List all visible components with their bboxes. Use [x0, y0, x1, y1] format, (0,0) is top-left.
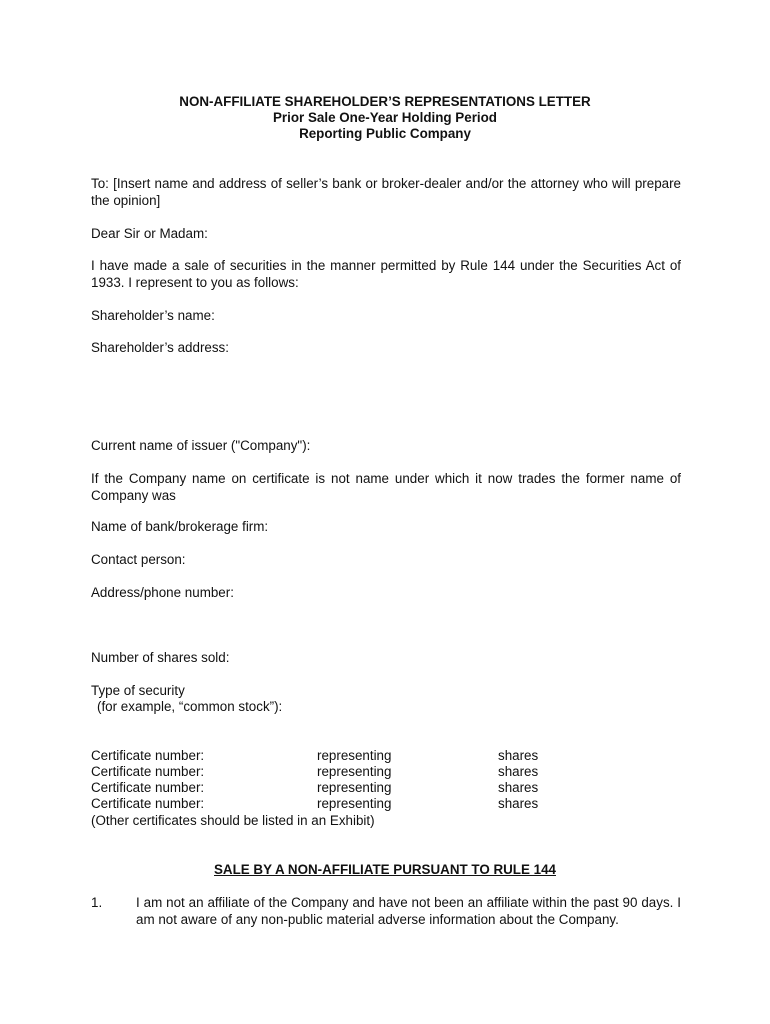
item-text: I am not an affiliate of the Company and have not been an affiliate within the past 90 days. I am not aware of any non-public material adverse information about the Company. — [136, 895, 681, 927]
certificate-representing-label: representing — [317, 764, 392, 779]
security-type-example: (for example, “common stock”): — [97, 699, 283, 714]
former-name-paragraph: If the Company name on certificate is not name under which it now trades the former name of Company was — [91, 471, 681, 503]
certificate-number-label: Certificate number: — [91, 780, 205, 795]
certificate-shares-label: shares — [498, 796, 539, 811]
item-number: 1. — [91, 895, 103, 910]
certificate-shares-label: shares — [498, 780, 539, 795]
address-phone-label: Address/phone number: — [91, 585, 234, 600]
certificate-shares-label: shares — [498, 748, 539, 763]
certificates-exhibit-note: (Other certificates should be listed in an Exhibit) — [91, 813, 375, 828]
certificate-representing-label: representing — [317, 796, 392, 811]
certificate-number-label: Certificate number: — [91, 764, 205, 779]
shareholder-address-label: Shareholder’s address: — [91, 340, 229, 355]
salutation: Dear Sir or Madam: — [91, 226, 208, 241]
certificate-representing-label: representing — [317, 780, 392, 795]
certificate-row — [91, 748, 691, 765]
certificate-row — [91, 780, 691, 797]
certificate-number-label: Certificate number: — [91, 796, 205, 811]
addressee-paragraph: To: [Insert name and address of seller’s bank or broker-dealer and/or the attorney who will prepare the opinion] — [91, 176, 681, 208]
document-subtitle-company-type: Reporting Public Company — [299, 126, 471, 141]
contact-person-label: Contact person: — [91, 552, 186, 567]
security-type-label: Type of security — [91, 683, 185, 698]
intro-paragraph: I have made a sale of securities in the manner permitted by Rule 144 under the Securities Act of 1933. I represent to you as follows: — [91, 258, 681, 290]
shares-sold-label: Number of shares sold: — [91, 650, 230, 665]
bank-name-label: Name of bank/brokerage firm: — [91, 519, 269, 534]
certificate-number-label: Certificate number: — [91, 748, 205, 763]
document-title: NON-AFFILIATE SHAREHOLDER’S REPRESENTATIONS LETTER — [179, 94, 591, 109]
certificate-row — [91, 796, 691, 813]
section-title: SALE BY A NON-AFFILIATE PURSUANT TO RULE 144 — [214, 862, 556, 877]
issuer-name-label: Current name of issuer ("Company"): — [91, 438, 311, 453]
document-subtitle-holding-period: Prior Sale One-Year Holding Period — [273, 110, 497, 125]
certificate-shares-label: shares — [498, 764, 539, 779]
certificate-representing-label: representing — [317, 748, 392, 763]
shareholder-name-label: Shareholder’s name: — [91, 308, 215, 323]
certificate-row — [91, 764, 691, 781]
